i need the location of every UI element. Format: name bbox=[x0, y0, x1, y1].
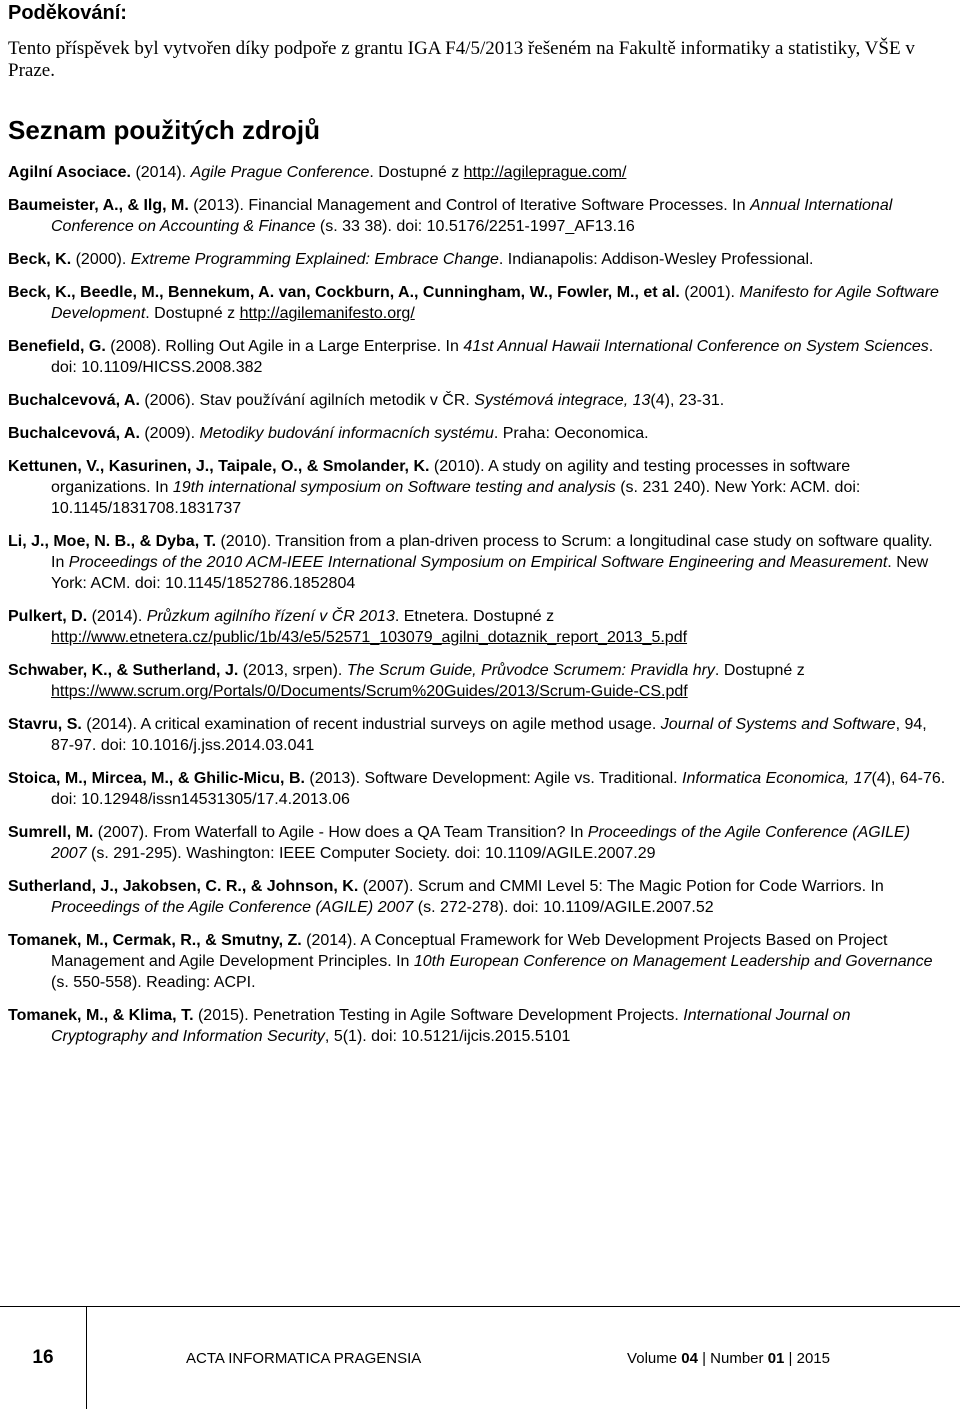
reference-text: (s. 231 240). New York: ACM. doi: 10.1145/1831708.1831737 bbox=[51, 479, 861, 517]
reference-item bbox=[8, 336, 948, 378]
reference-text: (2010). Transition from a plan-driven process to Scrum: a longitudinal case study on software quality. In bbox=[51, 533, 933, 571]
reference-text: (2007). From Waterfall to Agile - How does a QA Team Transition? In bbox=[93, 824, 588, 841]
reference-link[interactable]: http://www.etnetera.cz/public/1b/43/e5/52571_103079_agilni_dotaznik_report_2013_5.pdf bbox=[51, 629, 688, 646]
reference-text: (2014). bbox=[87, 608, 147, 625]
reference-text: . Indianapolis: Addison-Wesley Professional. bbox=[498, 251, 814, 268]
reference-title: Informatica Economica, 17 bbox=[682, 770, 872, 787]
references-list bbox=[8, 162, 948, 1059]
reference-authors: Baumeister, A., & Ilg, M. bbox=[8, 197, 189, 214]
reference-authors: Tomanek, M., & Klima, T. bbox=[8, 1007, 194, 1024]
number-label: Number bbox=[710, 1349, 768, 1367]
reference-link[interactable]: https://www.scrum.org/Portals/0/Documents/Scrum%20Guides/2013/Scrum-Guide-CS.pdf bbox=[51, 683, 688, 700]
reference-text: . doi: 10.1109/HICSS.2008.382 bbox=[51, 338, 934, 376]
volume-number: 04 bbox=[681, 1349, 698, 1367]
reference-link[interactable]: http://agileprague.com/ bbox=[463, 164, 627, 181]
reference-text: (2014). A critical examination of recent industrial surveys on agile method usage. bbox=[81, 716, 661, 733]
reference-title: Systémová integrace, 13 bbox=[474, 392, 651, 409]
reference-text: (2014). bbox=[131, 164, 191, 181]
reference-text: . Dostupné z bbox=[714, 662, 805, 679]
reference-text: (2013). Financial Management and Control of Iterative Software Processes. In bbox=[188, 197, 750, 214]
reference-title: Agile Prague Conference bbox=[190, 164, 370, 181]
reference-authors: Buchalcevová, A. bbox=[8, 392, 140, 409]
reference-text: , 94, 87-97. doi: 10.1016/j.jss.2014.03.041 bbox=[51, 716, 927, 754]
reference-text: (2014). A Conceptual Framework for Web Development Projects Based on Project Management and Agile Development Principles. In bbox=[51, 932, 888, 970]
publication-year: 2015 bbox=[796, 1349, 830, 1367]
page-footer bbox=[0, 1306, 960, 1409]
reference-text: (2007). Scrum and CMMI Level 5: The Magic Potion for Code Warriors. In bbox=[358, 878, 884, 895]
reference-item bbox=[8, 606, 948, 648]
reference-title: Proceedings of the Agile Conference (AGILE) 2007 bbox=[51, 824, 911, 862]
reference-authors: Stoica, M., Mircea, M., & Ghilic-Micu, B. bbox=[8, 770, 305, 787]
reference-item bbox=[8, 390, 948, 411]
reference-title: Manifesto for Agile Software Development bbox=[51, 284, 939, 322]
reference-title: Annual International Conference on Accounting & Finance bbox=[51, 197, 893, 235]
reference-title: 19th international symposium on Software testing and analysis bbox=[172, 479, 616, 496]
reference-text: (2006). Stav používání agilních metodik v ČR. bbox=[139, 392, 475, 409]
references-heading: Seznam použitých zdrojů bbox=[8, 115, 321, 145]
reference-item bbox=[8, 423, 948, 444]
reference-item bbox=[8, 822, 948, 864]
reference-text: (2001). bbox=[679, 284, 740, 301]
reference-title: International Journal on Cryptography and Information Security bbox=[51, 1007, 851, 1045]
reference-text: , 5(1). doi: 10.5121/ijcis.2015.5101 bbox=[324, 1028, 571, 1045]
reference-text: (s. 272-278). doi: 10.1109/AGILE.2007.52 bbox=[413, 899, 714, 916]
reference-authors: Beck, K., Beedle, M., Bennekum, A. van, Cockburn, A., Cunningham, W., Fowler, M., et al. bbox=[8, 284, 680, 301]
reference-title: The Scrum Guide, Průvodce Scrumem: Pravidla hry bbox=[346, 662, 715, 679]
reference-title: Proceedings of the 2010 ACM-IEEE International Symposium on Empirical Software Engineering and Measurement bbox=[68, 554, 888, 571]
reference-authors: Beck, K. bbox=[8, 251, 72, 268]
reference-text: (2013). Software Development: Agile vs. Traditional. bbox=[304, 770, 683, 787]
reference-authors: Stavru, S. bbox=[8, 716, 82, 733]
reference-authors: Sumrell, M. bbox=[8, 824, 94, 841]
reference-authors: Pulkert, D. bbox=[8, 608, 88, 625]
volume-label: Volume bbox=[627, 1349, 682, 1367]
reference-title: Metodiky budování informacních systému bbox=[199, 425, 494, 442]
reference-text: . Praha: Oeconomica. bbox=[493, 425, 649, 442]
reference-text: (2013, srpen). bbox=[238, 662, 347, 679]
reference-item bbox=[8, 660, 948, 702]
reference-item bbox=[8, 876, 948, 918]
volume-info bbox=[627, 1307, 830, 1409]
reference-authors: Buchalcevová, A. bbox=[8, 425, 140, 442]
acknowledgement-heading: Poděkování: bbox=[8, 2, 127, 24]
reference-text: (s. 550-558). Reading: ACPI. bbox=[51, 974, 256, 991]
reference-text: (s. 291-295). Washington: IEEE Computer Society. doi: 10.1109/AGILE.2007.29 bbox=[86, 845, 656, 862]
reference-authors: Li, J., Moe, N. B., & Dyba, T. bbox=[8, 533, 217, 550]
reference-title: Extreme Programming Explained: Embrace Change bbox=[130, 251, 499, 268]
reference-text: . Dostupné z bbox=[369, 164, 464, 181]
acknowledgement-text: Tento příspěvek byl vytvořen díky podpoře z grantu IGA F4/5/2013 řešeném na Fakultě informatiky a statistiky, VŠE v Praze. bbox=[8, 38, 915, 81]
reference-item bbox=[8, 714, 948, 756]
reference-item bbox=[8, 456, 948, 519]
reference-item bbox=[8, 195, 948, 237]
reference-authors: Sutherland, J., Jakobsen, C. R., & Johnson, K. bbox=[8, 878, 359, 895]
reference-item bbox=[8, 162, 948, 183]
reference-text: (4), 64-76. doi: 10.12948/issn14531305/17.4.2013.06 bbox=[51, 770, 946, 808]
journal-name: ACTA INFORMATICA PRAGENSIA bbox=[186, 1349, 422, 1367]
reference-text: (4), 23-31. bbox=[650, 392, 725, 409]
reference-title: 41st Annual Hawaii International Conference on System Sciences bbox=[463, 338, 929, 355]
reference-authors: Schwaber, K., & Sutherland, J. bbox=[8, 662, 239, 679]
reference-item bbox=[8, 282, 948, 324]
reference-authors: Benefield, G. bbox=[8, 338, 106, 355]
reference-text: . Dostupné z bbox=[145, 305, 240, 322]
reference-title: 10th European Conference on Management Leadership and Governance bbox=[413, 953, 933, 970]
separator: | bbox=[697, 1349, 711, 1367]
reference-text: (s. 33 38). doi: 10.5176/2251-1997_AF13.16 bbox=[315, 218, 635, 235]
issue-number: 01 bbox=[767, 1349, 785, 1367]
reference-title: Proceedings of the Agile Conference (AGILE) 2007 bbox=[51, 899, 414, 916]
reference-item bbox=[8, 249, 948, 270]
reference-link[interactable]: http://agilemanifesto.org/ bbox=[239, 305, 415, 322]
reference-text: (2010). A study on agility and testing processes in software organizations. In bbox=[51, 458, 851, 496]
reference-item bbox=[8, 768, 948, 810]
reference-title: Průzkum agilního řízení v ČR 2013 bbox=[146, 608, 395, 625]
separator: | bbox=[784, 1349, 797, 1367]
reference-authors: Kettunen, V., Kasurinen, J., Taipale, O., & Smolander, K. bbox=[8, 458, 430, 475]
reference-item bbox=[8, 930, 948, 993]
page-number: 16 bbox=[0, 1307, 87, 1409]
reference-authors: Agilní Asociace. bbox=[8, 164, 131, 181]
reference-text: (2015). Penetration Testing in Agile Software Development Projects. bbox=[193, 1007, 684, 1024]
reference-item bbox=[8, 531, 948, 594]
reference-authors: Tomanek, M., Cermak, R., & Smutny, Z. bbox=[8, 932, 302, 949]
reference-text: . Etnetera. Dostupné z bbox=[394, 608, 555, 625]
reference-text: (2009). bbox=[139, 425, 200, 442]
reference-title: Journal of Systems and Software bbox=[660, 716, 896, 733]
reference-text: . New York: ACM. doi: 10.1145/1852786.1852804 bbox=[51, 554, 929, 592]
reference-text: (2000). bbox=[71, 251, 131, 268]
reference-text: (2008). Rolling Out Agile in a Large Enterprise. In bbox=[105, 338, 464, 355]
reference-item bbox=[8, 1005, 948, 1047]
